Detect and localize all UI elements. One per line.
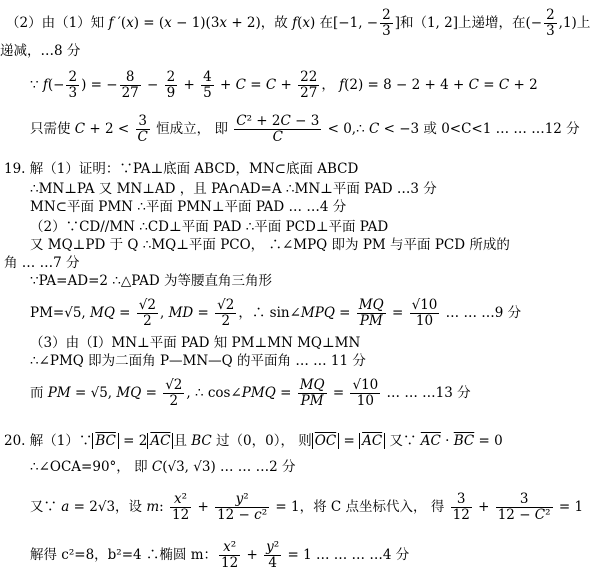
- line-18: 又∵ a = 2√3，设 m: $\frac{\text{x²}}{12}$ + $\frac{\text{y²}}{\text{12 − c²}}$ = 1，将 C 点坐标代入， 得 $\frac{3}{12}$ + $\frac{3}{\text{12 − C²}}$ = 1: [30, 491, 584, 523]
- line-5: [0, 160, 575, 178]
- line-11: [0, 272, 575, 290]
- line-9: [0, 236, 575, 254]
- line-2-text: 递减，…8 分: [0, 43, 81, 59]
- line-11-text: ∵PA=AD=2 ∴△PAD 为等腰直角三角形: [30, 273, 272, 289]
- line-3: ∵ f(− $\frac{2}{3}$ ) = − $\frac{8}{27}$ − $\frac{2}{9}$ + $\frac{4}{5}$ + C = C + $\frac{22}{27}$ ， f(2) = 8 − 2 + 4 + C = C + 2: [30, 69, 538, 101]
- line-5-text: 19. 解（1）证明：∵PA⊥底面 ABCD，MN⊂底面 ABCD: [4, 161, 359, 177]
- line-8-text: （2）∵CD//MN ∴CD⊥平面 PAD ∴平面 PCD⊥平面 PAD: [30, 219, 389, 235]
- line-15: 而 PM = √5, MQ = $\frac{√2}{2}$ , ∴ cos∠PMQ = $\frac{MQ}{PM}$ = $\frac{√10}{10}$ … … …13 分: [30, 377, 471, 409]
- line-14-text: ∴∠PMQ 即为二面角 P—MN—Q 的平面角 … … 11 分: [30, 353, 366, 369]
- line-13-text: （3）由（Ⅰ）MN⊥平面 PAD 知 PM⊥MN MQ⊥MN: [30, 335, 361, 351]
- line-10-text: 角 … …7 分: [4, 255, 80, 271]
- line-12: PM=√5, MQ = $\frac{√2}{2}$ , MD = $\frac{√2}{2}$ ，∴ sin∠MPQ = $\frac{MQ}{PM}$ = $\frac{√10}{10}$ … … …9 分: [30, 297, 522, 329]
- line-13: [0, 334, 575, 352]
- line-7: [0, 198, 575, 216]
- line-7-text: MN⊂平面 PMN ∴平面 PMN⊥平面 PAD … …4 分: [30, 199, 347, 215]
- line-1: （2）由（1）知 f ′(x) = (x − 1)(3x + 2)，故 f(x) 在[−1, − $\frac{2}{3}$ ]和（1, 2]上递增，在(− $\frac{2}{3}$ ,1)上: [6, 7, 590, 39]
- line-14: [0, 352, 575, 370]
- line-16: 20. 解（1）∵ $\overline{BC} = 2$ $\overline{AC}$ 且 BC 过（0，0）， 则 $\overline{OC} = \overline{AC}$ 又∵ $\overline{AC} \cdot \overline{BC} = 0$: [4, 433, 503, 449]
- line-9-text: 又 MQ⊥PD 于 Q ∴MQ⊥平面 PCO， ∴∠MPQ 即为 PM 与平面 PCD 所成的: [30, 237, 510, 253]
- line-6-text: ∴MN⊥PA 又 MN⊥AD ，且 PA∩AD=A ∴MN⊥平面 PAD …3 分: [30, 181, 437, 197]
- line-8: [0, 218, 575, 236]
- line-19: 解得 c²=8，b²=4 ∴椭圆 m： $\frac{\text{x²}}{12}$ + $\frac{\text{y²}}{4}$ = 1 … … … …4 分: [30, 539, 410, 571]
- line-4: 只需使 C + 2 < $\frac{3}{C}$ 恒成立， 即 $\frac{\text{C² + 2C − 3}}{C}$ < 0,∴ C < −3 或 0<C<1 … … …12 分: [30, 113, 580, 145]
- line-17: ∴∠OCA=90°， 即 C(√3, √3) … … …2 分: [30, 459, 296, 475]
- line-6: [0, 180, 575, 198]
- line-2: [0, 42, 575, 60]
- line-10: [0, 254, 575, 272]
